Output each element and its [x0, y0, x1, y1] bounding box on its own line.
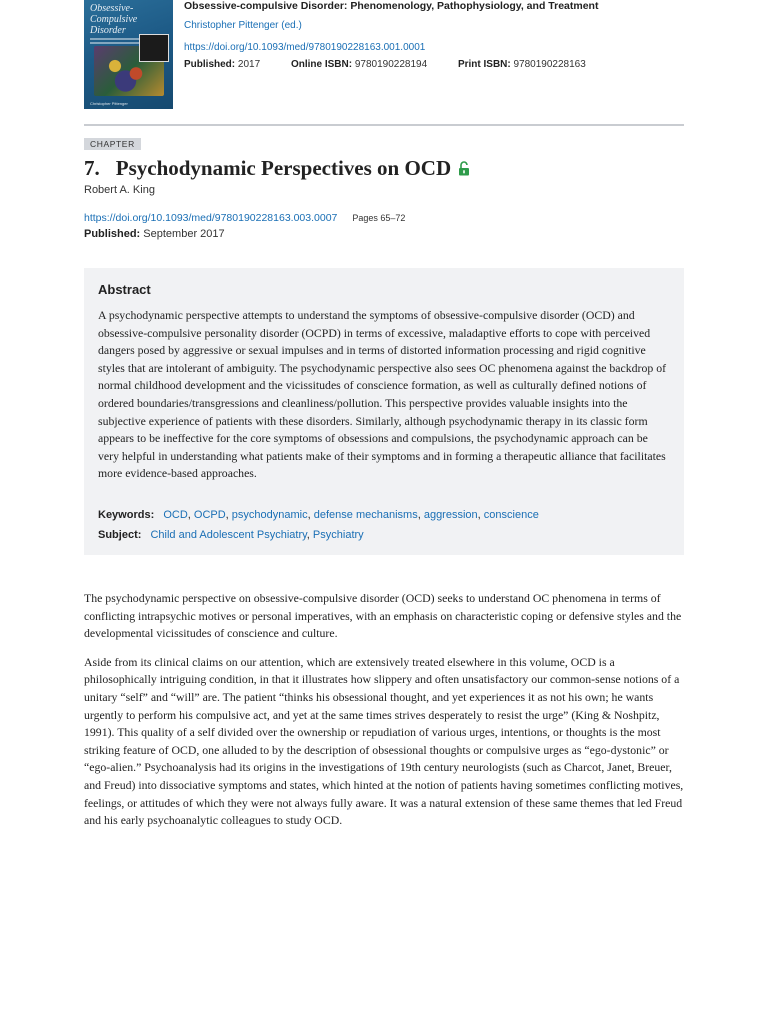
chapter-pages: Pages 65–72: [352, 213, 406, 223]
chapter-number: 7.: [84, 156, 100, 180]
book-print-isbn: Print ISBN: 9780190228163: [457, 59, 586, 70]
chapter-doi-row: [84, 212, 684, 224]
page-content: [84, 0, 684, 830]
book-editor-link[interactable]: Christopher Pittenger (ed.): [184, 20, 302, 31]
keywords-row: Keywords: OCD, OCPD, psychodynamic, defense mechanisms, aggression, conscience: [98, 508, 539, 521]
abstract-heading: Abstract: [98, 282, 151, 297]
keyword-link[interactable]: conscience: [483, 508, 539, 521]
chapter-doi-link[interactable]: https://doi.org/10.1093/med/9780190228163.003.0007: [84, 212, 338, 224]
cover-title: Obsessive-Compulsive Disorder: [90, 3, 138, 36]
book-cover-image[interactable]: [84, 0, 173, 109]
abstract-text: A psychodynamic perspective attempts to understand the symptoms of obsessive-compulsive disorder (OCD) and obsessive-compulsive personality disorder (OCPD) in terms of excessive, maladaptive efforts to cope with perceived dangers posed by aggressive or sexual impulses and in terms of distorted information processing and rigid cognitive styles that are intolerant of ambiguity. The psychodynamic perspective also sees OC phenomena against the backdrop of normal childhood development and the vicissitudes of conscience formation, as well as culturally defined notions of ordered boundaries/transgressions and cleanliness/pollution. This perspective provides valuable insights into the subjective experience of patients with these disorders. Similarly, although psychodynamic therapy in its classic form appears to be ineffective for the core symptoms of obsessions and compulsions, the psychodynamic approach can be very helpful in understanding what patients make of their symptoms and in forming a therapeutic alliance that facilitates more evidence-based approaches.: [98, 308, 667, 481]
subject-label: Subject:: [98, 528, 142, 541]
keyword-link[interactable]: OCPD: [193, 508, 226, 521]
book-published: Published: 2017: [184, 59, 261, 70]
open-lock-icon: [458, 161, 470, 176]
subject-link[interactable]: Psychiatry: [312, 528, 364, 541]
chapter-body: [84, 590, 684, 830]
subject-link[interactable]: Child and Adolescent Psychiatry: [150, 528, 307, 541]
chapter-published: Published: September 2017: [84, 228, 225, 240]
keywords-label: Keywords:: [98, 508, 155, 521]
cover-editor: Christopher Pittenger: [90, 101, 128, 106]
chapter-badge: CHAPTER: [84, 138, 141, 150]
cover-photo: [139, 34, 169, 62]
keyword-link[interactable]: psychodynamic: [231, 508, 308, 521]
body-paragraph: The psychodynamic perspective on obsessive-compulsive disorder (OCD) seeks to understand OC phenomena in terms of conflicting intrapsychic motives or personal imperatives, with an emphasis on characteristic coping or defensive styles and the developmental vicissitudes of conscience and culture.: [84, 591, 682, 641]
abstract-box: [84, 268, 684, 555]
subject-row: Subject: Child and Adolescent Psychiatry, Psychiatry: [98, 528, 364, 541]
keyword-link[interactable]: aggression: [423, 508, 478, 521]
keyword-link[interactable]: OCD: [163, 508, 188, 521]
book-doi-link[interactable]: https://doi.org/10.1093/med/9780190228163.001.0001: [184, 42, 426, 53]
keyword-link[interactable]: defense mechanisms: [313, 508, 418, 521]
book-title[interactable]: Obsessive-compulsive Disorder: Phenomenology, Pathophysiology, and Treatment: [184, 0, 599, 12]
chapter-title: [84, 156, 684, 181]
book-online-isbn: Online ISBN: 9780190228194: [290, 59, 428, 70]
book-meta: [184, 0, 684, 71]
book-publication-row: [184, 58, 684, 71]
chapter-title-text: Psychodynamic Perspectives on OCD: [115, 156, 452, 180]
body-paragraph: Aside from its clinical claims on our attention, which are extensively treated elsewhere in this volume, OCD is a philosophically intriguing condition, in that it illustrates how slippery and often unsatisfactory our common-sense notions of a unitary “self” and “will” are. The patient “thinks his obsessional thought, and yet experiences it as not his own; he wants urgently to perform his compulsive act, and yet at the same times strives desperately to resist the urge” (King & Noshpitz, 1991). This quality of a self divided over the ownership or repudiation of various urges, intentions, or thoughts is the most striking feature of OCD, one alluded to by the description of obsessional thoughts or compulsive urges as “ego-dystonic” or “ego-alien.” Psychoanalysis had its origins in the investigations of 19th century neurologists (such as Charcot, Janet, Breuer, and Freud) into dissociative symptoms and states, which hinted at the notion of patients having sometimes conflicting motives, feelings, or attitudes of which they were not always fully aware. It was a natural extension of these same themes that led Freud and his early psychoanalytic colleagues to study OCD.: [84, 654, 684, 828]
chapter-author[interactable]: Robert A. King: [84, 184, 155, 196]
book-header: [84, 0, 684, 126]
